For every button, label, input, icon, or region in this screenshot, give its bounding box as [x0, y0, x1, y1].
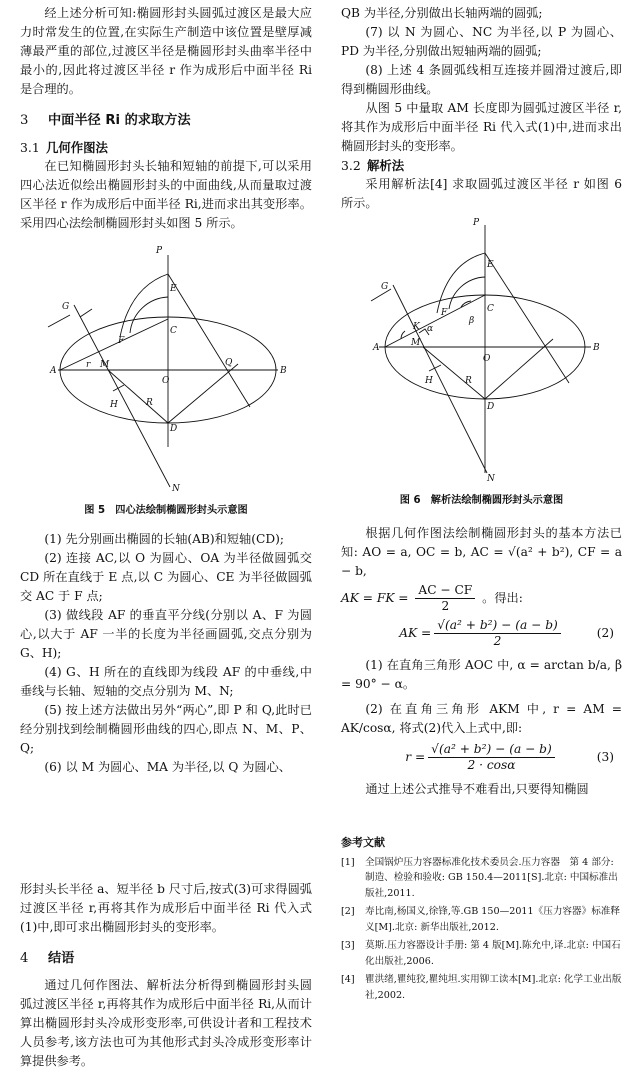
reference-text: 瞿洪绪,瞿纯狡,瞿纯坦.实用铆工读本[M].北京: 化学工业出版社,2002.	[365, 974, 622, 1001]
continuation-paragraph: 形封头长半径 a、短半径 b 尺寸后,按式(3)可求得圆弧过渡区半径 r,再将其作为成形后中面半径 Ri 代入式(1)中,即可求出椭圆形封头的变形率。	[20, 882, 312, 934]
equation-lhs: r =	[405, 749, 426, 764]
references-title: 参考文献	[341, 836, 385, 849]
label-O: O	[162, 376, 170, 386]
ak-fraction	[415, 583, 475, 614]
fraction-numerator: √(a² + b²) − (a − b)	[428, 742, 555, 758]
intro-paragraph: 经上述分析可知:椭圆形封头圆弧过渡区是最大应力时常发生的位置,在实际生产制造中该位置是壁厚减薄最严重的部位,过渡区半径是椭圆形封头曲率半径中最小的,因此将过渡区半径 r 作为成形后中面半径 Ri 是合理的。	[20, 6, 312, 96]
label-K: K	[413, 322, 420, 332]
step-item: QB 为半径,分别做出长轴两端的圆弧;	[341, 6, 543, 20]
section-3-1-heading	[20, 138, 312, 157]
radius-paragraph: (2) 在直角三角形 AKM 中, r = AM = AK/cosα, 将式(2)代入上式中,即:	[341, 702, 622, 735]
label-E: E	[170, 284, 177, 294]
alpha-paragraph: (1) 在直角三角形 AOC 中, α = arctan b/a, β = 90° − α。	[341, 658, 622, 691]
fraction-denominator: 2	[493, 633, 502, 648]
subsection-title: 解析法	[367, 158, 405, 173]
figure-6-diagram	[341, 215, 622, 483]
reference-text: 全国锅炉压力容器标准化技术委员会.压力容器 第 4 部分: 制造、检验和验收: GB 150.4—2011[S].北京: 中国标准出版社,2011.	[365, 856, 618, 899]
label-beta: β	[469, 316, 475, 326]
subsection-number: 3.1	[20, 140, 40, 155]
section-3-heading	[20, 111, 312, 130]
equation-number: (2)	[596, 626, 614, 640]
measure-paragraph: 从图 5 中量取 AM 长度即为圆弧过渡区半径 r,将其作为成形后中面半径 Ri 代入式(1)中,进而求出椭圆形封头的变形率。	[341, 101, 622, 153]
label-B: B	[593, 343, 600, 353]
figure-5-caption: 图 5 四心法绘制椭圆形封头示意图	[84, 505, 248, 516]
label-D: D	[487, 402, 495, 412]
left-column	[20, 0, 312, 777]
fraction-numerator: √(a² + b²) − (a − b)	[434, 618, 561, 634]
fraction-denominator: 2	[441, 599, 450, 613]
label-M: M	[100, 360, 110, 370]
section-title: 中面半径 Ri 的求取方法	[48, 113, 191, 128]
ak-lhs: AK = FK =	[341, 591, 409, 605]
label-alpha: α	[427, 324, 434, 334]
equation-3	[341, 738, 622, 776]
reference-item	[341, 972, 622, 1003]
figure-6-caption: 图 6 解析法绘制椭圆形封头示意图	[399, 495, 564, 506]
label-M: M	[411, 338, 421, 348]
equation-fraction	[434, 618, 561, 649]
label-E: E	[487, 260, 494, 270]
label-G: G	[381, 282, 389, 292]
conclusion-block	[20, 880, 312, 1071]
label-N: N	[487, 474, 495, 483]
label-B: B	[280, 366, 287, 376]
section-title: 结语	[48, 951, 75, 966]
label-H: H	[425, 376, 433, 386]
ak-suffix: 。得出:	[482, 591, 523, 605]
label-r: r	[86, 360, 91, 370]
step-list-left	[20, 530, 312, 777]
reference-number: [3]	[341, 940, 355, 951]
analytic-paragraph: 采用解析法[4] 求取圆弧过渡区半径 r 如图 6 所示。	[341, 177, 622, 210]
label-Q: Q	[225, 358, 233, 368]
reference-item	[341, 938, 622, 969]
reference-item	[341, 855, 622, 902]
fraction-numerator: AC − CF	[415, 583, 475, 599]
step-item: (2) 连接 AC,以 O 为圆心、OA 为半径做圆弧交 CD 所在直线于 E 点,以 C 为圆心、CE 为半径做圆弧交 AC 于 F 点;	[20, 551, 312, 603]
reference-text: 寿比南,杨国义,徐锋,等.GB 150—2011《压力容器》标准释义[M].北京: 新华出版社,2012.	[365, 906, 620, 933]
label-D: D	[170, 424, 178, 434]
reference-number: [4]	[341, 974, 355, 985]
section-4-heading	[20, 949, 312, 968]
ak-definition	[341, 583, 622, 614]
figure-5-diagram	[20, 237, 312, 499]
label-C: C	[170, 326, 177, 336]
label-A: A	[50, 366, 57, 376]
right-column	[341, 0, 622, 1006]
step-item: (5) 按上述方法做出另外“两心”,即 P 和 Q,此时已经分别找到绘制椭圆形曲线的四心,即点 N、M、P、Q;	[20, 703, 312, 755]
label-R: R	[146, 398, 153, 408]
step-item: (8) 上述 4 条圆弧线相互连接并圆滑过渡后,即得到椭圆形曲线。	[341, 63, 622, 96]
reference-text: 莫斯.压力容器设计手册: 第 4 版[M].陈允中,译.北京: 中国石化出版社,2006.	[365, 940, 621, 967]
label-R: R	[465, 376, 472, 386]
label-A: A	[373, 343, 380, 353]
reference-item	[341, 904, 622, 935]
label-H: H	[110, 400, 118, 410]
section-number: 4	[20, 951, 29, 966]
section-3-2-heading	[341, 156, 622, 175]
equation-fraction	[428, 742, 555, 773]
references	[341, 835, 622, 1003]
label-N: N	[172, 484, 180, 494]
fraction-denominator: 2 · cosα	[467, 757, 516, 772]
step-item: (6) 以 M 为圆心、MA 为半径,以 Q 为圆心、	[44, 760, 291, 774]
equation-2	[341, 614, 622, 652]
equation-number: (3)	[596, 750, 614, 764]
figure-6-labels	[372, 218, 600, 483]
step-item: (7) 以 N 为圆心、NC 为半径,以 P 为圆心、PD 为半径,分别做出短轴两端的圆弧;	[341, 25, 622, 58]
method-paragraph: 在已知椭圆形封头长轴和短轴的前提下,可以采用四心法近似绘出椭圆形封头的中面曲线,从而量取过渡区半径 r 作为成形后中面半径 Ri,进而求出其变形率。采用四心法绘制椭圆形封头如图 5 所示。	[20, 159, 312, 230]
label-F: F	[118, 336, 125, 346]
subsection-title: 几何作图法	[46, 140, 108, 155]
label-P: P	[156, 246, 163, 256]
label-F: F	[441, 308, 448, 318]
conclusion-paragraph: 通过几何作图法、解析法分析得到椭圆形封头圆弧过渡区半径 r,再将其作为成形后中面半径 Ri,从而计算出椭圆形封头冷成形变形率,可供设计者和工程技术人员参考,该方法也可为其他形式封头冷成形变形率计算提供参考。	[20, 978, 312, 1068]
step-item: (3) 做线段 AF 的垂直平分线(分别以 A、F 为圆心,以大于 AF 一半的长度为半径画圆弧,交点分别为 G、H);	[20, 608, 312, 660]
tail-paragraph: 通过上述公式推导不难看出,只要得知椭圆	[365, 782, 589, 796]
label-C: C	[487, 304, 494, 314]
equation-lhs: AK =	[399, 625, 432, 640]
step-item: (1) 先分别画出椭圆的长轴(AB)和短轴(CD);	[44, 532, 284, 546]
label-G: G	[62, 302, 70, 312]
label-P: P	[473, 218, 480, 228]
section-number: 3	[20, 113, 29, 128]
step-item: (4) G、H 所在的直线即为线段 AF 的中垂线,中垂线与长轴、短轴的交点分别为 M、N;	[20, 665, 312, 698]
basic-method-paragraph: 根据几何作图法绘制椭圆形封头的基本方法已知: AO = a, OC = b, AC = √(a² + b²), CF = a − b,	[341, 526, 622, 578]
label-O: O	[483, 354, 491, 364]
reference-number: [1]	[341, 856, 355, 868]
subsection-number: 3.2	[341, 158, 361, 173]
reference-number: [2]	[341, 906, 355, 917]
